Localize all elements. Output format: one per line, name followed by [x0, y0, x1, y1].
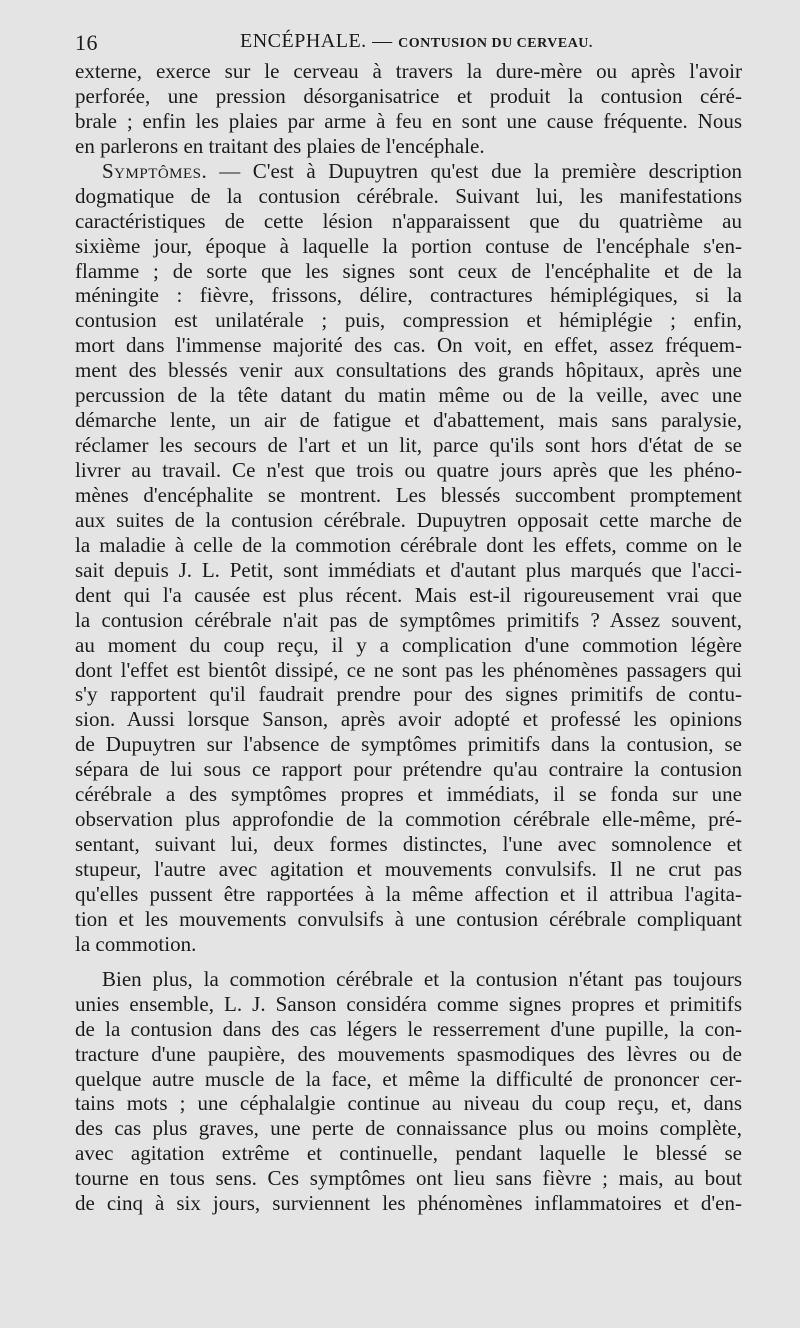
text-line: démarche lente, un air de fatigue et d'abattement, mais sans paralysie,: [75, 408, 742, 433]
text-line: en parlerons en traitant des plaies de l'encéphale.: [75, 133, 485, 158]
text-line: contusion est unilatérale ; puis, compression et hémiplégie ; enfin,: [75, 308, 742, 333]
text-line: livrer au travail. Ce n'est que trois ou quatre jours après que les phéno-: [75, 458, 742, 482]
text-line: de la contusion dans des cas légers le resserrement d'une pupille, la con-: [75, 1016, 742, 1041]
text-line: percussion de la tête datant du matin même ou de la veille, avec une: [75, 383, 742, 408]
text-line: tains mots ; une céphalalgie continue au niveau du coup reçu, et, dans: [75, 1091, 742, 1116]
text-line: au moment du coup reçu, il y a complication d'une commotion légère: [75, 632, 742, 657]
text-line: unies ensemble, L. J. Sanson considéra comme signes propres et primitifs: [75, 991, 742, 1016]
paragraph-gap: [75, 957, 742, 967]
text-line: qu'elles pussent être rapportées à la même affection et il attribua l'agita-: [75, 881, 742, 906]
text-line: externe, exerce sur le cerveau à travers la dure-mère ou après l'avoir: [75, 59, 742, 83]
text-line: quelque autre muscle de la face, et même la difficulté de prononcer cer-: [75, 1066, 742, 1091]
text-line: aux suites de la contusion cérébrale. Dupuytren opposait cette marche de: [75, 507, 742, 532]
text-line: la maladie à celle de la commotion cérébrale dont les effets, comme on le: [75, 532, 742, 557]
text-line: tourne en tous sens. Ces symptômes ont lieu sans fièvre ; mais, au bout: [75, 1166, 742, 1191]
running-header: [75, 30, 740, 62]
text-line: cérébrale a des symptômes propres et immédiats, il se fonda sur une: [75, 782, 742, 807]
text-line: dent qui l'a causée est plus récent. Mais est-il rigoureusement vrai que: [75, 582, 742, 607]
running-head-subtitle: CONTUSION DU CERVEAU.: [398, 36, 593, 51]
text-line: avec agitation extrême et continuelle, pendant laquelle le blessé se: [75, 1141, 742, 1166]
text-line: de Dupuytren sur l'absence de symptômes primitifs dans la contusion, se: [75, 732, 742, 757]
text-line: observation plus approfondie de la commotion cérébrale elle-même, pré-: [75, 807, 742, 832]
text-line: Bien plus, la commotion cérébrale et la contusion n'étant pas toujours: [102, 966, 742, 991]
section-label: Symptômes: [102, 158, 202, 183]
running-head-title: ENCÉPHALE. —: [240, 30, 393, 52]
text-line: ment des blessés venir aux consultations des grands hôpitaux, après une: [75, 358, 742, 383]
text-line: tion et les mouvements convulsifs à une contusion cérébrale compliquant: [75, 906, 742, 931]
text-line: sion. Aussi lorsque Sanson, après avoir adopté et professé les opinions: [75, 707, 742, 732]
text-line: tracture d'une paupière, des mouvements spasmodiques des lèvres ou de: [75, 1041, 742, 1066]
text-line: sépara de lui sous ce rapport pour prétendre qu'au contraire la contusion: [75, 757, 742, 782]
text-line: stupeur, l'autre avec agitation et mouvements convulsifs. Il ne crut pas: [75, 857, 742, 881]
text-line-content: . — C'est à Dupuytren qu'est due la première description: [201, 158, 742, 183]
text-line: sait depuis J. L. Petit, sont immédiats et d'autant plus marqués que l'acci-: [75, 557, 742, 582]
text-line: mort dans l'immense majorité des cas. On voit, en effet, assez fréquem-: [75, 333, 742, 358]
page-number: 16: [75, 30, 98, 55]
text-line: la commotion.: [75, 931, 197, 956]
text-line: caractéristiques de cette lésion n'apparaissent que du quatrième au: [75, 208, 742, 233]
text-line: mènes d'encéphalite se montrent. Les blessés succombent promptement: [75, 482, 742, 507]
text-line: dont l'effet est bientôt dissipé, ce ne sont pas les phénomènes passagers qui: [75, 657, 742, 682]
text-line: réclamer les secours de l'art et un lit, parce qu'ils sont hors d'état de se: [75, 433, 742, 458]
text-line: flamme ; de sorte que les signes sont ceux de l'encéphalite et de la: [75, 258, 742, 283]
text-line: méningite : fièvre, frissons, délire, contractures hémiplégiques, si la: [75, 283, 742, 308]
text-line: sixième jour, époque à laquelle la portion contuse de l'encéphale s'en-: [75, 233, 742, 258]
body-text: [75, 59, 742, 1216]
text-line: brale ; enfin les plaies par arme à feu en sont une cause fréquente. Nous: [75, 108, 742, 133]
text-line: dogmatique de la contusion cérébrale. Suivant lui, les manifestations: [75, 183, 742, 208]
text-line: perforée, une pression désorganisatrice et produit la contusion céré-: [75, 83, 742, 108]
text-line: de cinq à six jours, surviennent les phénomènes inflammatoires et d'en-: [75, 1191, 742, 1216]
text-line: sentant, suivant lui, deux formes distinctes, l'une avec somnolence et: [75, 832, 742, 857]
text-line: [75, 159, 742, 184]
text-line: s'y rapportent qu'il faudrait prendre pour des signes primitifs de contu-: [75, 682, 742, 707]
text-line: la contusion cérébrale n'ait pas de symptômes primitifs ? Assez souvent,: [75, 607, 742, 632]
running-head: [240, 30, 593, 53]
text-line: des cas plus graves, une perte de connaissance plus ou moins complète,: [75, 1116, 742, 1141]
